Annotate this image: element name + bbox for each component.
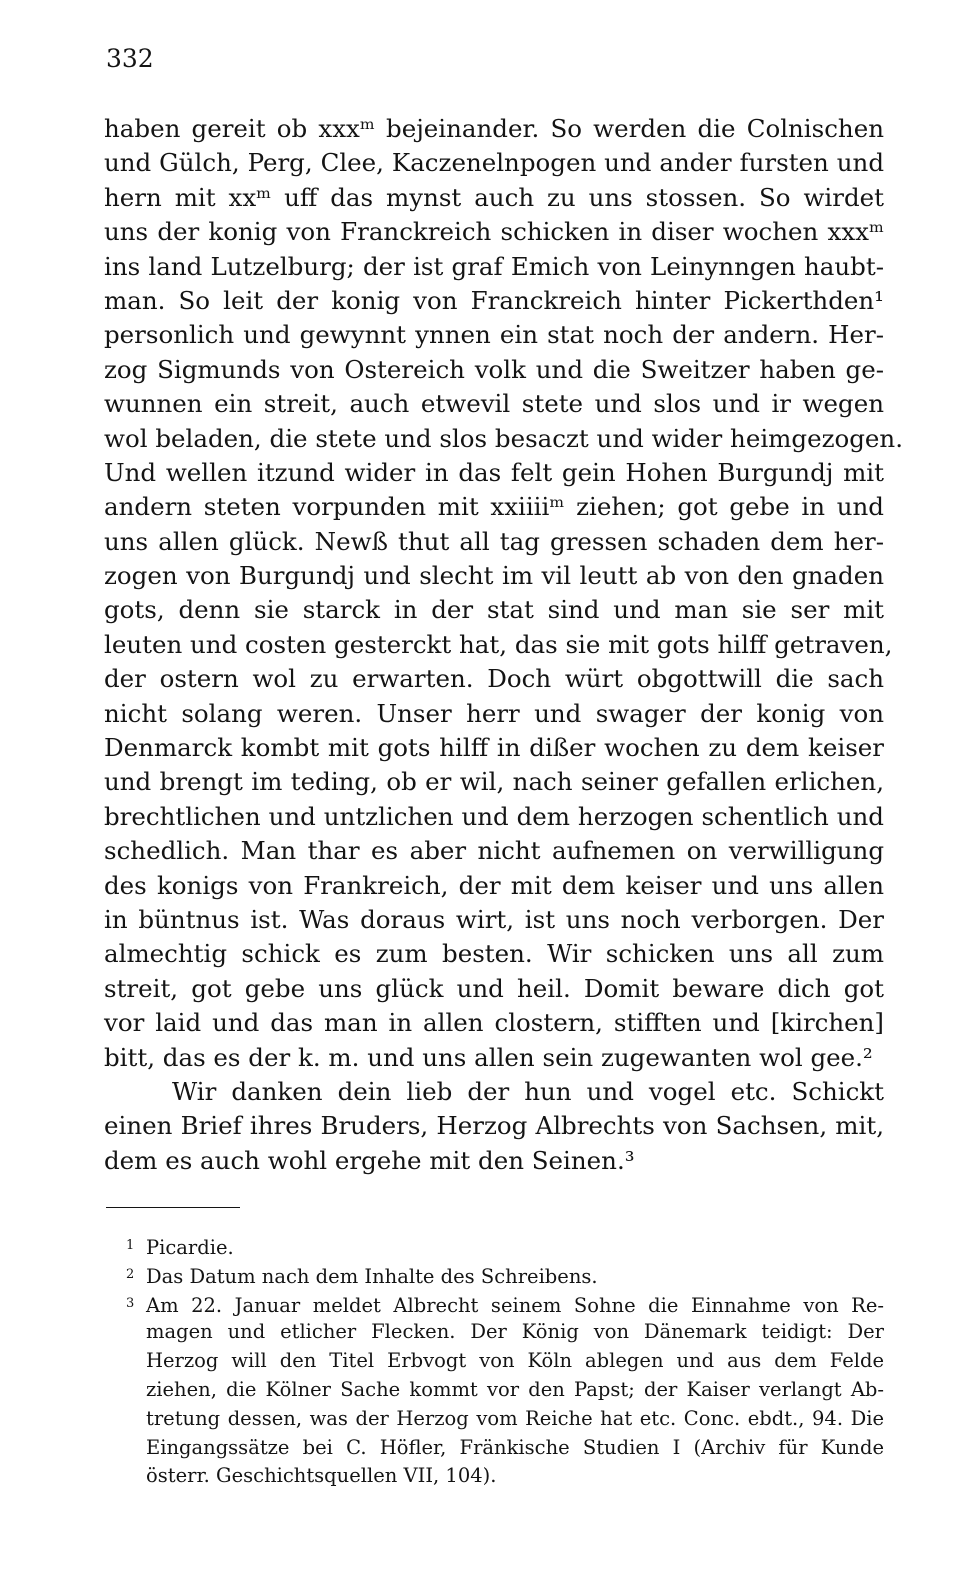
footnote-mark: 1 <box>126 1238 135 1253</box>
body-line: der ostern wol zu erwarten. Doch würt obgottwill die sach <box>104 664 884 694</box>
footnote-separator <box>106 1207 240 1208</box>
footnote-text: ziehen, die Kölner Sache kommt vor den Papst; der Kaiser verlangt Ab- <box>146 1377 884 1401</box>
body-line: Denmarck kombt mit gots hilff in dißer wochen zu dem keiser <box>104 733 884 763</box>
body-line: schedlich. Man thar es aber nicht aufnemen on verwilligung <box>104 836 884 866</box>
body-line: haben gereit ob xxxᵐ bejeinander. So werden die Colnischen <box>104 114 884 143</box>
body-line: wunnen ein streit, auch etwevil stete und slos und ir wegen <box>104 389 884 419</box>
body-line: Und wellen itzund wider in das felt gein Hohen Burgundj mit <box>104 457 884 487</box>
body-line: gots, denn sie starck in der stat sind und man sie ser mit <box>104 595 884 625</box>
body-line: und Gülch, Perg, Clee, Kaczenelnpogen und ander fursten und <box>104 148 884 178</box>
body-line: in büntnus ist. Was doraus wirt, ist uns noch verborgen. Der <box>104 904 884 934</box>
body-line: uns der konig von Franckreich schicken in diser wochen xxxᵐ <box>104 217 884 247</box>
body-line: wol beladen, die stete und slos besaczt und wider heimgezogen. <box>104 423 903 453</box>
footnote-1 <box>126 1232 884 1261</box>
body-line: man. So leit der konig von Franckreich hinter Pickerthden¹ <box>104 285 884 315</box>
body-line: streit, got gebe uns glück und heil. Domit beware dich got <box>104 973 884 1003</box>
body-line: hern mit xxᵐ uff das mynst auch zu uns stossen. So wirdet <box>104 182 884 212</box>
body-line: zog Sigmunds von Ostereich volk und die Sweitzer haben ge- <box>104 354 884 384</box>
footnote-mark: 3 <box>126 1295 135 1311</box>
body-line: und brengt im teding, ob er wil, nach seiner gefallen erlichen, <box>104 767 884 797</box>
footnote-3 <box>126 1290 884 1319</box>
body-line: bitt, das es der k. m. und uns allen sein zugewanten wol gee.² <box>104 1042 873 1072</box>
body-line: personlich und gewynnt ynnen ein stat noch der andern. Her- <box>104 320 884 350</box>
footnote-mark: 2 <box>126 1266 135 1282</box>
body-line: einen Brief ihres Bruders, Herzog Albrechts von Sachsen, mit, <box>104 1111 884 1141</box>
body-line: uns allen glück. Newß thut all tag gressen schaden dem her- <box>104 526 884 556</box>
body-line: ins land Lutzelburg; der ist graf Emich von Leinynngen haubt- <box>104 251 884 281</box>
body-line: almechtig schick es zum besten. Wir schicken uns all zum <box>104 939 884 969</box>
main-text <box>104 112 903 1178</box>
body-line: brechtlichen und untzlichen und dem herzogen schentlich und <box>104 801 884 831</box>
footnote-text: Das Datum nach dem Inhalte des Schreibens. <box>146 1264 598 1288</box>
footnotes <box>126 1232 884 1491</box>
footnote-text: österr. Geschichtsquellen VII, 104). <box>146 1464 497 1488</box>
body-line: andern steten vorpunden mit xxiiiiᵐ ziehen; got gebe in und <box>104 492 884 522</box>
body-line: dem es auch wohl ergehe mit den Seinen.³ <box>104 1145 635 1175</box>
footnote-text: tretung dessen, was der Herzog vom Reiche hat etc. Conc. ebdt., 94. Die <box>146 1406 884 1430</box>
footnote-text: Am 22. Januar meldet Albrecht seinem Sohne die Einnahme von Re- <box>146 1293 884 1317</box>
body-line: nicht solang weren. Unser herr und swager der konig von <box>104 698 884 728</box>
footnote-text: Picardie. <box>146 1236 234 1259</box>
body-line: des konigs von Frankreich, der mit dem keiser und uns allen <box>104 870 884 900</box>
body-line: zogen von Burgundj und slecht im vil leutt ab von den gnaden <box>104 561 884 591</box>
footnote-2 <box>126 1261 884 1290</box>
footnote-text: magen und etlicher Flecken. Der König von Dänemark teidigt: Der <box>146 1320 884 1344</box>
footnote-text: Eingangssätze bei C. Höfler, Fränkische Studien I (Archiv für Kunde <box>146 1435 884 1459</box>
body-line: Wir danken dein lieb der hun und vogel etc. Schickt <box>172 1076 884 1106</box>
body-line: leuten und costen gesterckt hat, das sie mit gots hilff getraven, <box>104 629 893 659</box>
body-line: vor laid und das man in allen clostern, stifften und [kirchen] <box>104 1008 884 1038</box>
footnote-text: Herzog will den Titel Erbvogt von Köln ablegen und aus dem Felde <box>146 1349 884 1373</box>
page-number: 332 <box>106 44 154 73</box>
